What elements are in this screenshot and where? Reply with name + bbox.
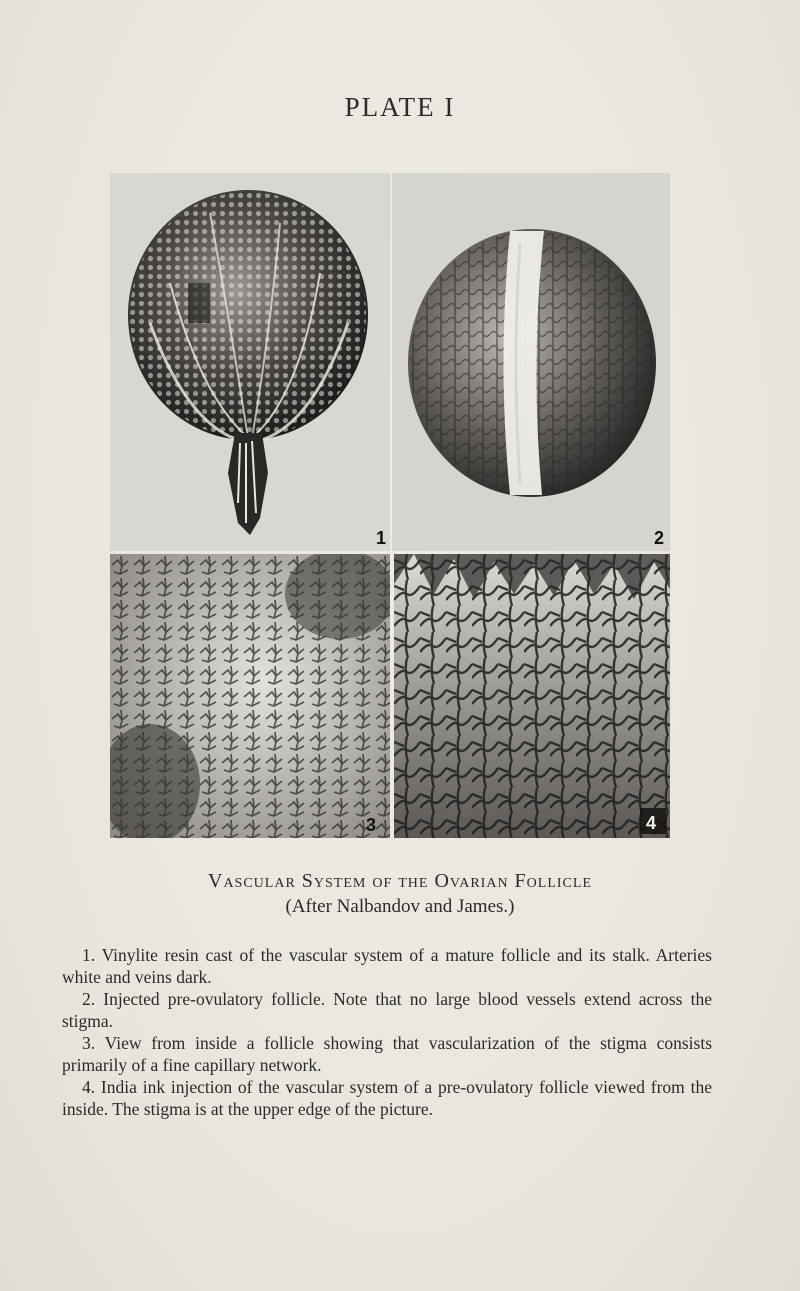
- plate-title: PLATE I: [344, 92, 456, 122]
- figure-1-image: [110, 173, 390, 551]
- note-4: 4. India ink injection of the vascular system of a pre-ovulatory follicle viewed from the inside. The stigma is at the upper edge of the picture.: [62, 1077, 712, 1119]
- figure-4-image: [394, 554, 670, 838]
- figure-grid: [110, 173, 670, 838]
- figure-3-number: 3: [366, 815, 377, 835]
- note-2: 2. Injected pre-ovulatory follicle. Note that no large blood vessels extend across the stigma.: [62, 989, 712, 1031]
- figure-3-image: [110, 554, 390, 838]
- figure-notes: [62, 944, 712, 1120]
- figure-4-number: 4: [646, 813, 657, 833]
- note-1: 1. Vinylite resin cast of the vascular system of a mature follicle and its stalk. Arteries white and veins dark.: [62, 945, 712, 987]
- caption-subtitle: (After Nalbandov and James.): [285, 896, 515, 917]
- figure-1-number: 1: [376, 528, 387, 548]
- caption-title: Vascular System of the Ovarian Follicle: [208, 870, 592, 892]
- note-3: 3. View from inside a follicle showing that vascularization of the stigma consists primarily of a fine capillary network.: [62, 1033, 712, 1075]
- figure-2-number: 2: [654, 528, 665, 548]
- figure-2-image: [392, 173, 670, 551]
